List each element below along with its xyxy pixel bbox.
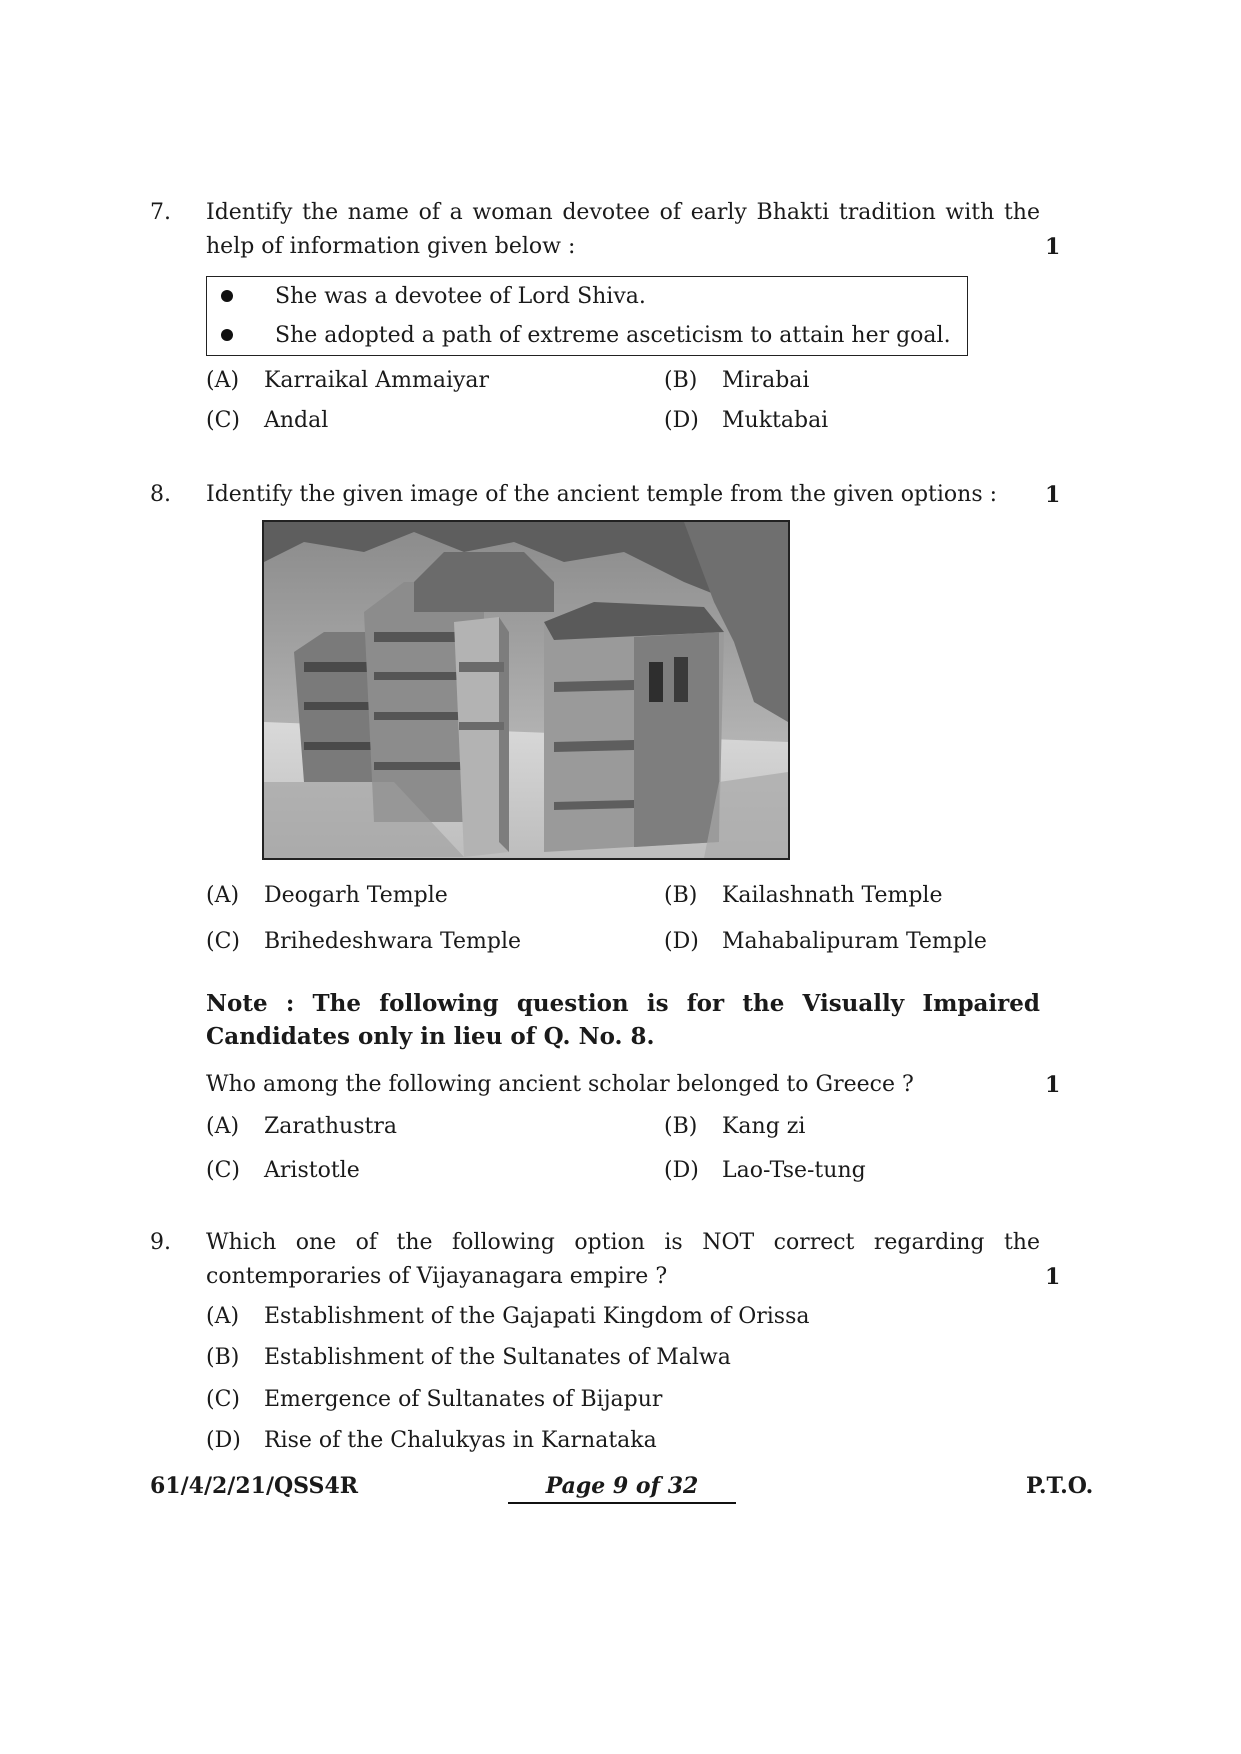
- q7-marks: 1: [1045, 234, 1061, 260]
- q8-option-c-letter: (C): [206, 929, 240, 954]
- q8-text: Identify the given image of the ancient temple from the given options :: [206, 482, 998, 507]
- q7-bullet-2: She adopted a path of extreme asceticism to attain her goal.: [275, 323, 951, 348]
- q9-option-a: Establishment of the Gajapati Kingdom of Orissa: [264, 1304, 810, 1329]
- q8-marks: 1: [1045, 482, 1061, 508]
- q8-option-d-letter: (D): [664, 929, 699, 954]
- q7-option-c: Andal: [264, 408, 329, 433]
- q9-option-a-letter: (A): [206, 1304, 240, 1329]
- q8-option-b-letter: (B): [664, 883, 698, 908]
- note-question: Who among the following ancient scholar belonged to Greece ?: [206, 1072, 914, 1097]
- note-option-d: Lao-Tse-tung: [722, 1158, 866, 1183]
- q8-option-d: Mahabalipuram Temple: [722, 929, 987, 954]
- note-option-d-letter: (D): [664, 1158, 699, 1183]
- q7-info-box: [206, 276, 968, 356]
- note-option-a-letter: (A): [206, 1114, 240, 1139]
- q7-text-line1: Identify the name of a woman devotee of early Bhakti tradition with the: [206, 200, 1040, 225]
- note-marks: 1: [1045, 1072, 1061, 1098]
- note-line1: Note : The following question is for the Visually Impaired: [206, 990, 1040, 1017]
- pto-label: P.T.O.: [1026, 1473, 1094, 1499]
- q9-option-c-letter: (C): [206, 1387, 240, 1412]
- note-line2: Candidates only in lieu of Q. No. 8.: [206, 1023, 655, 1050]
- q9-option-b: Establishment of the Sultanates of Malwa: [264, 1345, 731, 1370]
- bullet-icon: [221, 290, 233, 302]
- q7-bullet-1: She was a devotee of Lord Shiva.: [275, 284, 646, 309]
- bullet-icon: [221, 329, 233, 341]
- page-number: Page 9 of 32: [545, 1473, 699, 1499]
- q9-marks: 1: [1045, 1264, 1061, 1290]
- q7-option-a-letter: (A): [206, 368, 240, 393]
- q7-option-b: Mirabai: [722, 368, 810, 393]
- q8-option-a: Deogarh Temple: [264, 883, 448, 908]
- note-option-b-letter: (B): [664, 1114, 698, 1139]
- q9-option-c: Emergence of Sultanates of Bijapur: [264, 1387, 663, 1412]
- note-option-a: Zarathustra: [264, 1114, 397, 1139]
- q9-option-d-letter: (D): [206, 1428, 241, 1453]
- q8-option-a-letter: (A): [206, 883, 240, 908]
- page-number-underline: [508, 1502, 736, 1504]
- q7-option-c-letter: (C): [206, 408, 240, 433]
- note-option-b: Kang zi: [722, 1114, 806, 1139]
- q9-number: 9.: [150, 1230, 171, 1255]
- temple-photo: [262, 520, 790, 860]
- note-option-c-letter: (C): [206, 1158, 240, 1183]
- q8-option-b: Kailashnath Temple: [722, 883, 943, 908]
- paper-code: 61/4/2/21/QSS4R: [150, 1473, 359, 1499]
- q7-option-d: Muktabai: [722, 408, 829, 433]
- q7-text-line2: help of information given below :: [206, 234, 576, 259]
- q9-text-line2: contemporaries of Vijayanagara empire ?: [206, 1264, 668, 1289]
- q9-option-d: Rise of the Chalukyas in Karnataka: [264, 1428, 657, 1453]
- q7-option-b-letter: (B): [664, 368, 698, 393]
- q7-number: 7.: [150, 200, 171, 225]
- q8-number: 8.: [150, 482, 171, 507]
- q7-option-d-letter: (D): [664, 408, 699, 433]
- q9-text-line1: Which one of the following option is NOT correct regarding the: [206, 1230, 1040, 1255]
- note-option-c: Aristotle: [264, 1158, 360, 1183]
- q9-option-b-letter: (B): [206, 1345, 240, 1370]
- q8-option-c: Brihedeshwara Temple: [264, 929, 522, 954]
- q7-option-a: Karraikal Ammaiyar: [264, 368, 490, 393]
